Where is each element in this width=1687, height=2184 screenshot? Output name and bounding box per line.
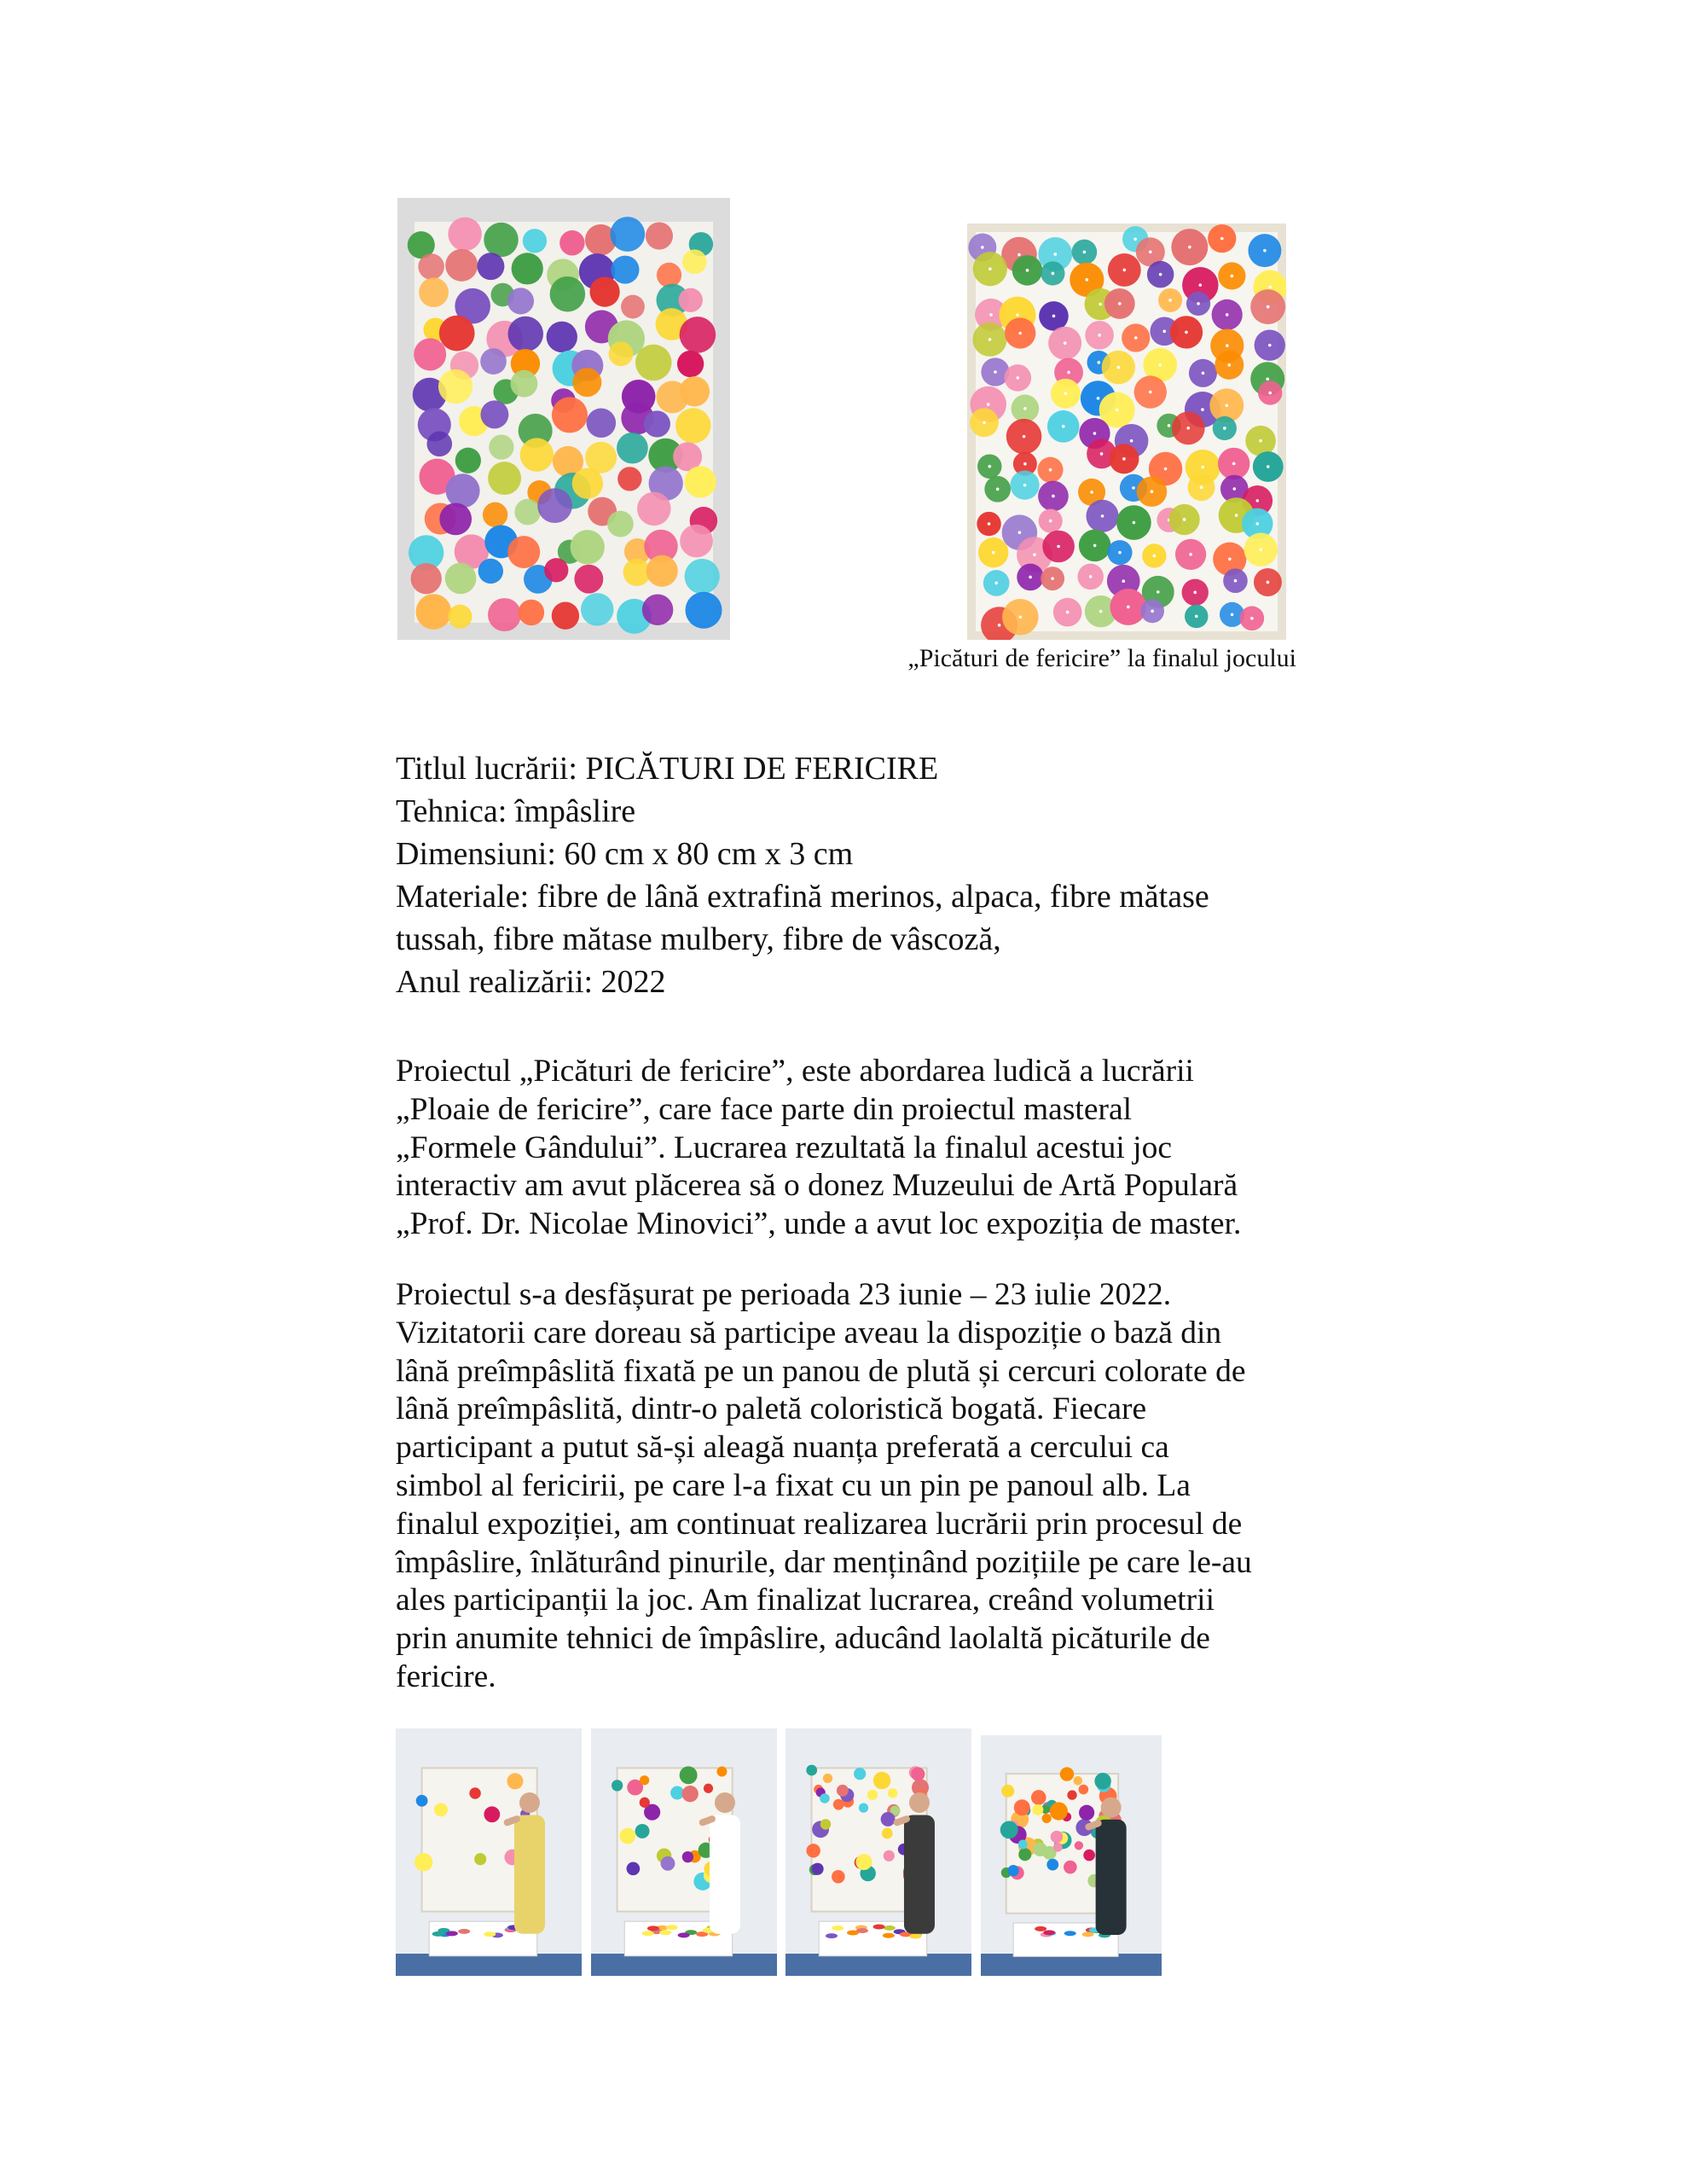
project-process-paragraph — [396, 1276, 1300, 1697]
paragraph-line: finalul expoziției, am continuat realizarea lucrării prin procesul de — [396, 1506, 1243, 1542]
artwork-dimensions: Dimensiuni: 60 cm x 80 cm x 3 cm — [396, 836, 854, 872]
paragraph-line: „Prof. Dr. Nicolae Minovici”, unde a avut loc expoziția de master. — [396, 1206, 1242, 1242]
paragraph-line: interactiv am avut plăcerea să o donez Muzeului de Artă Populară — [396, 1168, 1238, 1204]
gallery-photo-1-image — [396, 1728, 582, 1976]
artwork-technique: Tehnica: împâslire — [396, 793, 636, 829]
paragraph-line: „Ploaie de fericire”, care face parte din proiectul masteral — [396, 1091, 1133, 1127]
paragraph-line: Proiectul s-a desfășurat pe perioada 23 iunie – 23 iulie 2022. — [396, 1277, 1172, 1312]
paragraph-line: lână preîmpâslită fixată pe un panou de plută și cercuri colorate de — [396, 1353, 1246, 1389]
artwork-details — [396, 747, 1300, 1003]
project-description-paragraph — [396, 1053, 1300, 1244]
artwork-year: Anul realizării: 2022 — [396, 964, 666, 1000]
paragraph-line: Vizitatorii care doreau să participe aveau la dispoziție o bază din — [396, 1315, 1222, 1350]
paragraph-line: participant a putut să-și aleagă nuanța preferată a cercului ca — [396, 1430, 1169, 1466]
paragraph-line: simbol al fericirii, pe care l-a fixat cu un pin pe panoul alb. La — [396, 1467, 1191, 1503]
paragraph-line: prin anumite tehnici de împâslire, aducând laolaltă picăturile de — [396, 1621, 1210, 1657]
artwork-materials-line-1: Materiale: fibre de lână extrafină merinos, alpaca, fibre mătase — [396, 879, 1209, 915]
paragraph-line: „Formele Gândului”. Lucrarea rezultată la finalul acestui joc — [396, 1130, 1172, 1165]
game-result-photo-image — [967, 224, 1286, 640]
paragraph-line: lână preîmpâslită, dintr-o paletă coloristică bogată. Fiecare — [396, 1391, 1147, 1427]
gallery-photo-2 — [591, 1728, 777, 1976]
photo-caption: „Picături de fericire” la finalul jocului — [907, 644, 1296, 672]
gallery-photo-4-image — [981, 1735, 1162, 1976]
paragraph-line: ales participanții la joc. Am finalizat lucrarea, creând volumetrii — [396, 1583, 1215, 1618]
paragraph-line: fericire. — [396, 1658, 496, 1694]
gallery-photo-1 — [396, 1728, 582, 1976]
gallery-photo-4 — [981, 1735, 1162, 1976]
artwork-photo-image — [397, 198, 730, 640]
gallery-photo-2-image — [591, 1728, 777, 1976]
artwork-photo — [397, 198, 730, 640]
paragraph-line: Proiectul „Picături de fericire”, este abordarea ludică a lucrării — [396, 1054, 1194, 1089]
game-result-photo — [967, 224, 1286, 640]
artwork-materials-line-2: tussah, fibre mătase mulbery, fibre de vâscoză, — [396, 921, 1001, 957]
paragraph-line: împâslire, înlăturând pinurile, dar menținând pozițiile pe care le-au — [396, 1544, 1252, 1580]
gallery-photo-3-image — [786, 1728, 971, 1976]
gallery-photo-3 — [786, 1728, 971, 1976]
artwork-title: Titlul lucrării: PICĂTURI DE FERICIRE — [396, 751, 939, 787]
